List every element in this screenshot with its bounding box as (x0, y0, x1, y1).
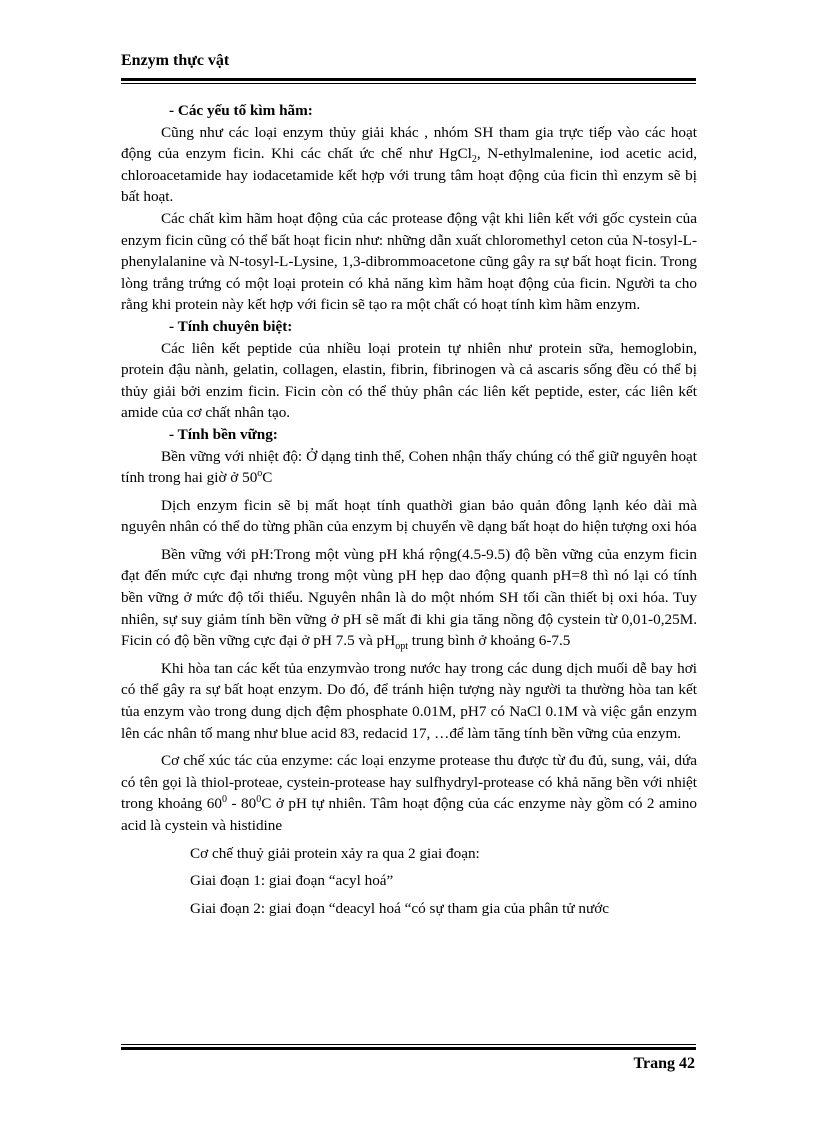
list-item: Cơ chế thuỷ giải protein xảy ra qua 2 giai đoạn: (190, 844, 480, 862)
text-run: Bền vững với pH:Trong một vùng pH khá rộng(4.5-9.5) độ bền vững của enzym ficin đạt đến mức cực đại nhưng trong một vùng pH hẹp dao động quanh pH=8 thì nó lại có tính bền vững ở mức độ tối thiểu. Nguyên nhân là do một nhóm SH tối cần thiết bị oxi hóa. Tuy nhiên, sự suy giảm tính bền vững ở pH sẽ mất đi khi gia tăng nồng độ cystein từ 0,01-0,25M. Ficin có độ bền vững cực đại ở pH 7.5 và pH (121, 545, 697, 650)
text-run: , N-ethylmalenine, iod acetic acid, chloroacetamide hay iodacetamide kết hợp với trung tâm hoạt động của ficin thì enzym sẽ bị bất hoạt. (121, 145, 697, 206)
superscript: 0 (221, 794, 227, 806)
paragraph: Dịch enzym ficin sẽ bị mất hoạt tính quathời gian bảo quản đông lạnh kéo dài mà nguyên nhân có thể do từng phần của enzym bị chuyển về dạng bất hoạt do hiện tượng oxi hóa (121, 496, 697, 536)
page-number: Trang 42 (633, 1055, 695, 1072)
text-run: - 80 (226, 795, 257, 813)
document-header-title: Enzym thực vật (121, 52, 230, 69)
subscript: 2 (471, 154, 477, 166)
footer-rule-thin (121, 1044, 696, 1045)
section-heading-specificity: - Tính chuyên biệt: (169, 317, 293, 335)
text-run: Cũng như các loại enzym thủy giải khác , nhóm SH tham gia trực tiếp vào các hoạt động của enzym ficin. Khi các chất ức chế như HgCl (121, 123, 697, 163)
section-heading-inhibitors: - Các yếu tố kìm hãm: (169, 102, 313, 119)
paragraph (121, 446, 697, 489)
superscript: 0 (256, 794, 262, 806)
header-rule-thick (121, 78, 696, 81)
superscript: o (257, 468, 263, 480)
paragraph: Các liên kết peptide của nhiều loại protein tự nhiên như protein sữa, hemoglobin, protein đậu nành, gelatin, collagen, elastin, fibrin, fibrinogen và cả ascaris sống đều có thể bị thủy giải bởi enzim ficin. Ficin còn có thể thủy phân các liên kết peptide, ester, các liên kết amide của cơ chất nhân tạo. (121, 339, 697, 422)
list-item: Giai đoạn 2: giai đoạn “deacyl hoá “có sự tham gia của phân tử nước (190, 899, 610, 917)
section-heading-stability: - Tính bền vững: (169, 425, 278, 443)
text-run: Bền vững với nhiệt độ: Ở dạng tinh thể, Cohen nhận thấy chúng có thể giữ nguyên hoạt tính trong hai giờ ở 50 (121, 447, 697, 487)
text-run: C (262, 469, 273, 487)
text-run: trung bình ở khoảng 6-7.5 (407, 632, 571, 650)
text-run: C ở pH tự nhiên. Tâm hoạt động của các enzyme này gồm có 2 amino acid là cystein và histidine (121, 795, 697, 834)
subscript: opt (395, 641, 408, 653)
text-run: Cơ chế xúc tác của enzyme: các loại enzyme protease thu được từ đu đủ, sung, vải, dứa có tên gọi là thiol-proteae, cystein-protease hay sulfhydryl-protease có khả năng bền với nhiệt trong khoảng 60 (121, 752, 697, 813)
page-content (121, 100, 697, 919)
paragraph (121, 122, 697, 208)
paragraph: Các chất kìm hãm hoạt động của các protease động vật khi liên kết với gốc cystein của enzym ficin cũng có thể bất hoạt ficin như: những dẫn xuất chloromethyl ceton của N-tosyl-L-phenylalanine và N-tosyl-L-Lysine, 1,3-dibrommoacetone cũng gây ra sự bất hoạt ficin. Trong lòng trắng trứng có một loại protein có khả năng kìm hãm hoạt động của ficin. Người ta cho rằng khi protein này kết hợp với ficin sẽ tạo ra một chất có hoạt tính kìm hãm enzym. (121, 209, 697, 314)
paragraph (121, 750, 697, 836)
footer-rule-thick (121, 1047, 696, 1050)
paragraph: Khi hòa tan các kết tủa enzymvào trong nước hay trong các dung dịch muối dễ bay hơi có thể gây ra sự bất hoạt enzym. Do đó, để tránh hiện tượng này người ta thường hòa tan kết tủa enzym vào trong dung dịch đệm phosphate 0.01M, pH7 có NaCl 0.1M và việc gắn enzym lên các nhân tố mang như blue acid 83, redacid 17, …để làm tăng tính bền vững của enzym. (121, 659, 697, 742)
list-item: Giai đoạn 1: giai đoạn “acyl hoá” (190, 872, 394, 890)
paragraph (121, 544, 697, 652)
header-rule-thin (121, 83, 696, 84)
